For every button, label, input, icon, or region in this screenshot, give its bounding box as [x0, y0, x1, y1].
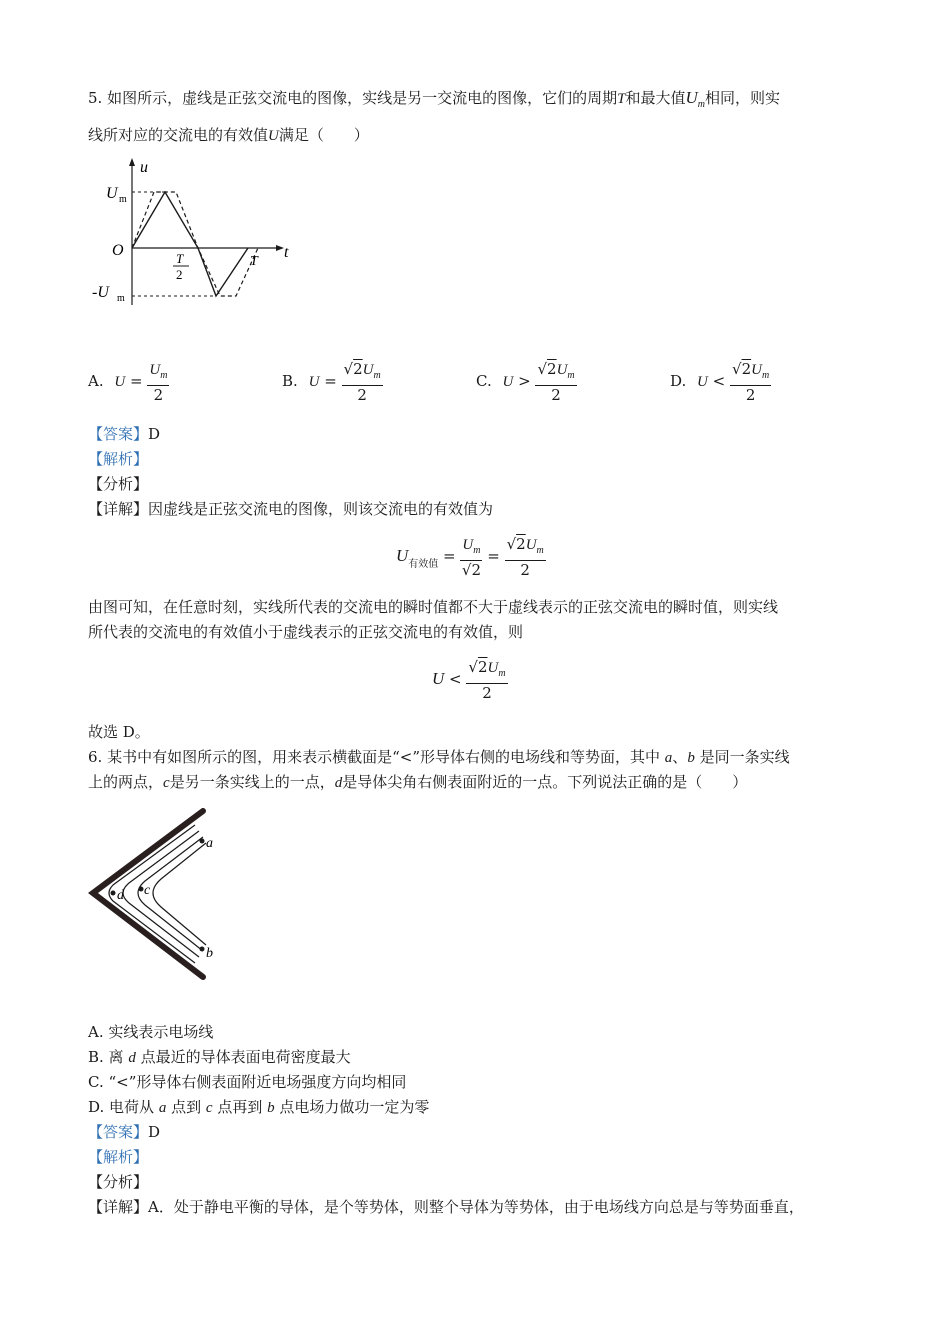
- triangle-solid-curve: [132, 192, 248, 296]
- q5-para2-line1: 由图可知，在任意时刻，实线所代表的交流电的瞬时值都不大于虚线表示的正弦交流电的瞬时值，则实线: [88, 598, 779, 616]
- figure-label-a: a: [206, 836, 213, 851]
- q6-number: 6.: [88, 748, 103, 766]
- graph-label-origin: O: [112, 242, 124, 259]
- graph-label-um-sub: m: [119, 194, 127, 205]
- q5-option-a[interactable]: A. U = $\frac{U_m}{2}$: [88, 362, 168, 404]
- curve-4: [153, 843, 206, 945]
- q5-option-c[interactable]: C. U > $\frac{√2U_m}{2}$: [476, 360, 575, 404]
- graph-label-period: T: [250, 254, 258, 269]
- figure-label-b: b: [206, 946, 213, 961]
- point-b-dot: [200, 947, 205, 952]
- u-axis-arrow-icon: [129, 158, 135, 166]
- q5-fenxi-tag: 【分析】: [88, 475, 149, 493]
- q6-conductor-field-figure: [85, 805, 230, 985]
- t-axis-arrow-icon: [276, 245, 284, 251]
- q6-option-b[interactable]: B. 离 d 点最近的导体表面电荷密度最大: [88, 1048, 351, 1066]
- q6-option-c[interactable]: C. “<”形导体右侧表面附近电场强度方向均相同: [88, 1073, 407, 1091]
- q5-formula-effective: $U_{有效值}$ = $\frac{U_m}{√2}$ = $\frac{√2U_m}{2}$: [396, 535, 544, 579]
- q6-option-d[interactable]: D. 电荷从 a 点到 c 点再到 b 点电场力做功一定为零: [88, 1098, 430, 1116]
- figure-label-d: d: [117, 888, 124, 903]
- point-a-dot: [200, 839, 205, 844]
- q5-number: 5.: [88, 89, 103, 107]
- graph-label-u: u: [140, 159, 148, 176]
- q5-stem-line1: 5. 如图所示，虚线是正弦交流电的图像，实线是另一交流电的图像，它们的周期T和最大值$U_m$相同，则实: [88, 88, 780, 110]
- q5-stem-line2: 线所对应的交流电的有效值U满足（ ）: [88, 126, 369, 144]
- q5-formula-result: U < $\frac{√2U_m}{2}$: [432, 658, 506, 702]
- q6-answer: 【答案】D: [88, 1123, 161, 1141]
- q5-para2-line2: 所代表的交流电的有效值小于虚线表示的正弦交流电的有效值，则: [88, 623, 524, 641]
- graph-label-t: t: [284, 244, 289, 261]
- q5-analysis-tag: 【解析】: [88, 450, 149, 468]
- q5-answer: 【答案】D: [88, 425, 161, 443]
- q5-conclusion: 故选 D。: [88, 723, 150, 741]
- graph-label-neg-um: -U: [92, 284, 109, 301]
- figure-label-c: c: [144, 883, 151, 898]
- q6-detail: 【详解】A．处于静电平衡的导体，是个等势体，则整个导体为等势体，由于电场线方向总是与等势面垂直，: [88, 1198, 804, 1216]
- q5-detail: 【详解】因虚线是正弦交流电的图像，则该交流电的有效值为: [88, 500, 494, 518]
- graph-label-half-t-num: T: [176, 251, 184, 266]
- q5-option-b[interactable]: B. U = $\frac{√2U_m}{2}$: [282, 360, 381, 404]
- q5-waveform-graph: [90, 155, 305, 315]
- q6-analysis-tag: 【解析】: [88, 1148, 149, 1166]
- point-c-dot: [139, 887, 144, 892]
- graph-label-um: U: [106, 185, 118, 202]
- point-d-dot: [111, 891, 116, 896]
- q6-stem-line1: 6. 某书中有如图所示的图，用来表示横截面是“<”形导体右侧的电场线和等势面，其中 a、b 是同一条实线: [88, 748, 790, 766]
- q6-stem-line2: 上的两点，c是另一条实线上的一点，d是导体尖角右侧表面附近的一点。下列说法正确的是（ ）: [88, 773, 748, 791]
- q6-option-a[interactable]: A. 实线表示电场线: [88, 1023, 214, 1041]
- graph-label-half-t-den: 2: [176, 267, 183, 282]
- graph-label-neg-um-sub: m: [117, 293, 125, 304]
- q5-option-d[interactable]: D. U < $\frac{√2U_m}{2}$: [670, 360, 770, 404]
- q6-fenxi-tag: 【分析】: [88, 1173, 149, 1191]
